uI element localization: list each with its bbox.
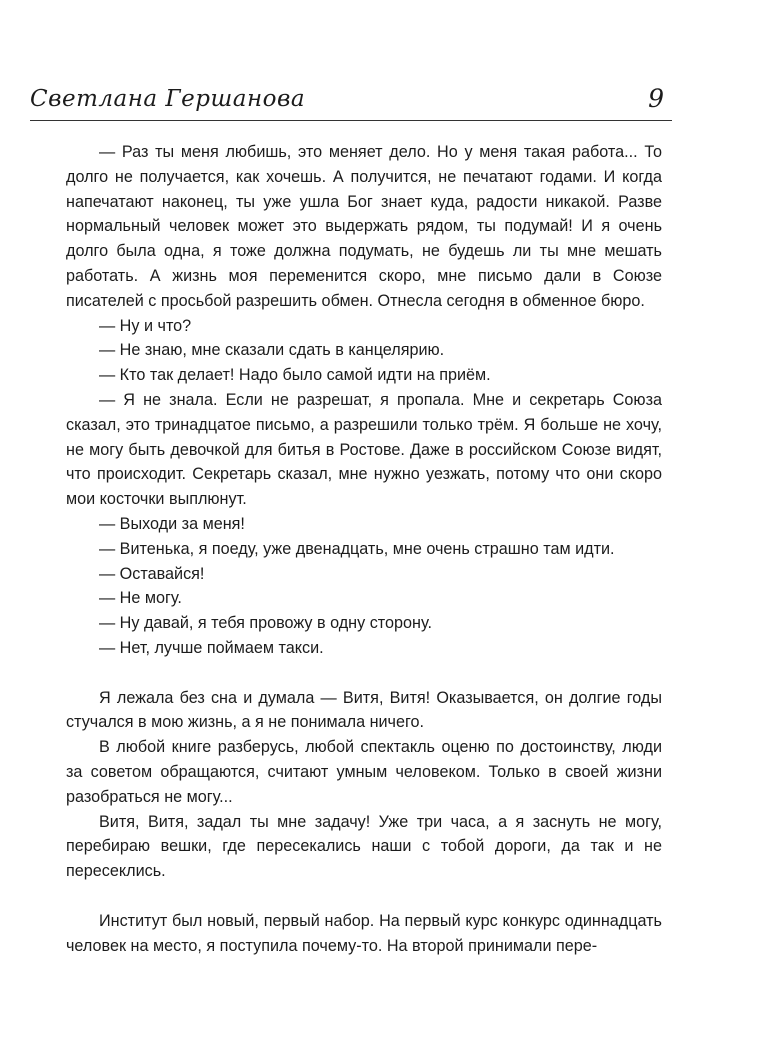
header-divider	[30, 120, 672, 121]
header-author: Светлана Гершанова	[30, 86, 306, 112]
paragraph: — Не знаю, мне сказали сдать в канцелярию.	[99, 341, 445, 360]
paragraph: — Нет, лучше поймаем такси.	[99, 638, 324, 657]
paragraph: — Оставайся!	[99, 564, 205, 583]
paragraph: — Ну давай, я тебя провожу в одну сторону.	[99, 614, 432, 633]
section-break	[66, 884, 662, 909]
paragraph: — Витенька, я поеду, уже двенадцать, мне очень страшно там идти.	[99, 539, 615, 558]
paragraph: Я лежала без сна и думала — Витя, Витя! Оказывается, он долгие годы стучался в мою жизнь, а я не понимала ничего.	[66, 688, 662, 732]
paragraph: — Не могу.	[99, 589, 182, 608]
paragraph: — Ну и что?	[99, 316, 192, 335]
paragraph: Институт был новый, первый набор. На первый курс конкурс одиннадцать человек на место, я поступила почему-то. На второй принимали пере-	[66, 911, 662, 955]
paragraph: — Раз ты меня любишь, это меняет дело. Но у меня такая работа... То долго не получается, как хочешь. А получится, не печатают годами. И когда напечатают наконец, ты уже ушла Бог знает куда, радости никакой. Разве нормальный человек может это выдержать рядом, ты подумай! И я очень долго была одна, я тоже должна подумать, не будешь ли ты мне мешать работать. А жизнь моя переменится скоро, мне письмо дали в Союзе писателей с просьбой разрешить обмен. Отнесла сегодня в обменное бюро.	[66, 143, 662, 310]
paragraph: — Я не знала. Если не разрешат, я пропала. Мне и секретарь Союза сказал, это тринадцатое письмо, а разрешили только трём. Я больше не хочу, не могу быть девочкой для битья в Ростове. Даже в российском Союзе видят, что происходит. Секретарь сказал, мне нужно уезжать, потому что они скоро мои косточки выплюнут.	[66, 390, 662, 509]
page-body	[66, 140, 662, 958]
page-number: 9	[648, 84, 664, 113]
section-break	[66, 661, 662, 686]
paragraph: В любой книге разберусь, любой спектакль оценю по достоинству, люди за советом обращаются, считают умным человеком. Только в своей жизни разобраться не могу...	[66, 738, 662, 806]
paragraph: — Выходи за меня!	[99, 514, 245, 533]
paragraph: Витя, Витя, задал ты мне задачу! Уже три часа, а я заснуть не могу, перебираю вешки, где пересекались наши с тобой дороги, да так и не пересеклись.	[66, 812, 662, 881]
running-header	[30, 84, 670, 120]
paragraph: — Кто так делает! Надо было самой идти на приём.	[99, 366, 491, 385]
